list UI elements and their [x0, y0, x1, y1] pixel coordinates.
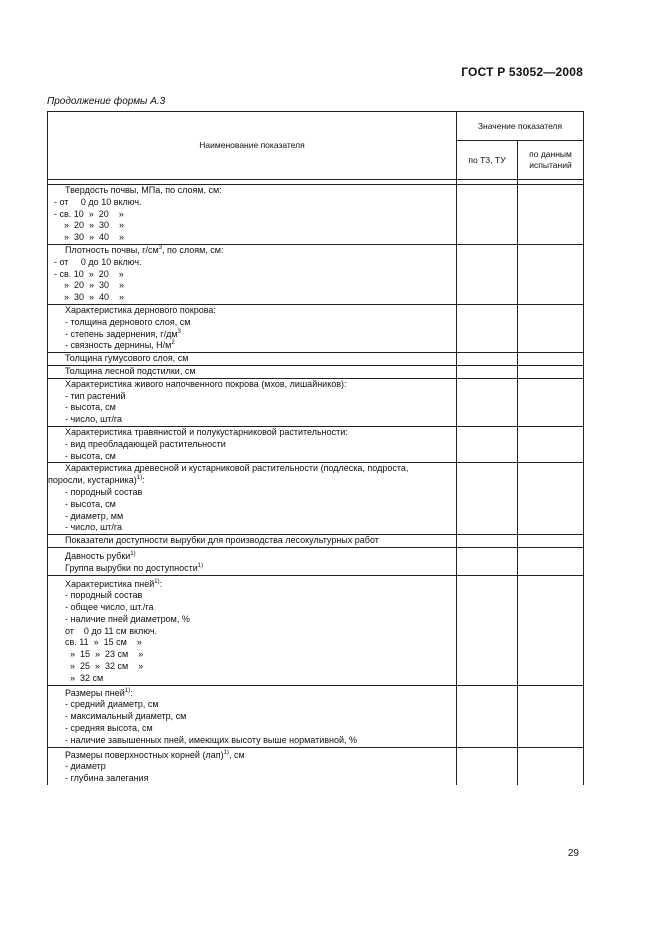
- value-spec-cell: [457, 535, 518, 548]
- indicator-cell: [48, 426, 457, 462]
- indicator-line: - высота, см: [65, 402, 116, 413]
- value-spec-cell: [457, 547, 518, 575]
- indicator-cell: [48, 547, 457, 575]
- indicator-line: - связность дернины, $Н/м^2$: [65, 340, 175, 351]
- value-spec-cell: [457, 244, 518, 304]
- indicator-line: » 20 » 30 »: [54, 280, 125, 291]
- indicator-line: » 25 » 32 см »: [65, 661, 144, 672]
- value-test-cell: [518, 463, 584, 535]
- value-test-cell: [518, 747, 584, 785]
- indicator-title: Давность рубки$^{1)}$: [65, 550, 136, 561]
- indicator-title: Показатели доступности вырубки для производства лесокультурных работ: [65, 535, 379, 546]
- page-number: 29: [567, 848, 579, 859]
- indicator-line: - диаметр, мм: [65, 510, 124, 521]
- header-indicator-name: Наименование показателя: [48, 112, 457, 180]
- value-test-cell: [518, 378, 584, 426]
- indicator-line: - наличие завышенных пней, имеющих высоту выше нормативной, %: [65, 734, 358, 745]
- indicator-line: - толщина дернового слоя, см: [65, 316, 191, 327]
- value-spec-cell: [457, 185, 518, 245]
- indicator-cell: [48, 747, 457, 785]
- value-test-cell: [518, 185, 584, 245]
- indicator-line: - высота, см: [65, 498, 116, 509]
- indicator-line: поросли, кустарника)$^{1)}$:: [48, 475, 145, 486]
- indicator-line: - от 0 до 10 включ.: [54, 196, 142, 207]
- indicator-line: - от 0 до 10 включ.: [54, 256, 142, 267]
- table-row: [48, 575, 584, 685]
- indicator-line: - степень задернения, $г/дм^3$: [65, 328, 181, 339]
- value-spec-cell: [457, 365, 518, 378]
- indicator-line: - средняя высота, см: [65, 723, 153, 734]
- indicator-title: Характеристика живого напочвенного покрова (мхов, лишайников):: [65, 378, 347, 389]
- indicator-line: - общее число, шт./га: [65, 602, 154, 613]
- indicator-line: Группа вырубки по доступности$^{1)}$: [65, 562, 204, 573]
- indicator-line: - св. 10 » 20 »: [54, 268, 124, 279]
- value-spec-cell: [457, 685, 518, 747]
- table-row: [48, 185, 584, 245]
- indicator-title: Характеристика дернового покрова:: [65, 304, 216, 315]
- value-test-cell: [518, 304, 584, 352]
- value-test-cell: [518, 685, 584, 747]
- value-test-cell: [518, 547, 584, 575]
- indicator-cell: [48, 463, 457, 535]
- header-by-spec: по ТЗ, ТУ: [457, 141, 518, 180]
- header-by-tests: [518, 141, 584, 180]
- value-spec-cell: [457, 353, 518, 366]
- indicator-title: Твердость почвы, МПа, по слоям, см:: [65, 185, 222, 195]
- value-spec-cell: [457, 575, 518, 685]
- header-by-tests-line2: испытаний: [529, 160, 572, 171]
- indicator-title: Размеры поверхностных корней (лап)$^{1)}$, см: [65, 749, 245, 760]
- indicator-cell: [48, 185, 457, 245]
- table-row: [48, 244, 584, 304]
- value-test-cell: [518, 353, 584, 366]
- indicator-cell: [48, 685, 457, 747]
- indicator-cell: [48, 535, 457, 548]
- indicator-line: - породный состав: [65, 590, 143, 601]
- indicator-line: - глубина залегания: [65, 773, 149, 784]
- indicator-line: - наличие пней диаметром, %: [65, 613, 190, 624]
- indicator-line: - высота, см: [65, 450, 116, 461]
- table-row: [48, 747, 584, 785]
- table-row: [48, 547, 584, 575]
- indicator-cell: [48, 244, 457, 304]
- indicator-title: Плотность почвы, $г/см^3$, по слоям, см:: [65, 244, 224, 255]
- value-spec-cell: [457, 304, 518, 352]
- value-test-cell: [518, 244, 584, 304]
- indicator-title: Размеры пней$^{1)}$:: [65, 687, 133, 698]
- indicator-cell: [48, 378, 457, 426]
- value-spec-cell: [457, 747, 518, 785]
- indicator-cell: [48, 365, 457, 378]
- indicator-line: » 30 » 40 »: [54, 292, 125, 303]
- indicator-line: - диаметр: [65, 761, 106, 772]
- indicator-title: Характеристика древесной и кустарниковой растительности (подлеска, подроста,: [65, 463, 409, 474]
- value-spec-cell: [457, 378, 518, 426]
- indicator-table: [47, 111, 584, 785]
- table-row: [48, 365, 584, 378]
- indicator-line: - средний диаметр, см: [65, 699, 159, 710]
- value-test-cell: [518, 365, 584, 378]
- indicator-cell: [48, 353, 457, 366]
- indicator-title: Характеристика пней$^{1)}$:: [65, 578, 163, 589]
- indicator-line: » 32 см: [65, 672, 104, 683]
- indicator-line: - тип растений: [65, 390, 126, 401]
- header-by-tests-line1: по данным: [529, 149, 572, 160]
- table-row: [48, 353, 584, 366]
- indicator-line: от 0 до 11 см включ.: [65, 625, 158, 636]
- indicator-line: - св. 10 » 20 »: [54, 208, 124, 219]
- indicator-line: - породный состав: [65, 486, 143, 497]
- value-test-cell: [518, 426, 584, 462]
- header-indicator-value: Значение показателя: [457, 112, 584, 141]
- indicator-line: » 20 » 30 »: [54, 220, 125, 231]
- indicator-cell: [48, 575, 457, 685]
- indicator-line: » 30 » 40 »: [54, 232, 125, 243]
- form-caption: Продолжение формы А.3: [47, 96, 166, 107]
- document-code: ГОСТ Р 53052—2008: [461, 65, 583, 79]
- table-row: [48, 685, 584, 747]
- indicator-line: - максимальный диаметр, см: [65, 711, 187, 722]
- indicator-title: Толщина гумусового слоя, см: [65, 353, 189, 364]
- table-row: [48, 304, 584, 352]
- value-spec-cell: [457, 426, 518, 462]
- indicator-line: - число, шт/га: [65, 414, 123, 425]
- table-row: [48, 378, 584, 426]
- indicator-title: Характеристика травянистой и полукустарниковой растительности:: [65, 426, 348, 437]
- indicator-line: - число, шт/га: [65, 522, 123, 533]
- indicator-cell: [48, 304, 457, 352]
- table-row: [48, 463, 584, 535]
- indicator-line: - вид преобладающей растительности: [65, 438, 226, 449]
- indicator-line: св. 11 » 15 см »: [65, 637, 142, 648]
- value-test-cell: [518, 535, 584, 548]
- indicator-line: » 15 » 23 см »: [65, 649, 144, 660]
- value-test-cell: [518, 575, 584, 685]
- table-row: [48, 426, 584, 462]
- table-row: [48, 535, 584, 548]
- value-spec-cell: [457, 463, 518, 535]
- indicator-title: Толщина лесной подстилки, см: [65, 365, 196, 376]
